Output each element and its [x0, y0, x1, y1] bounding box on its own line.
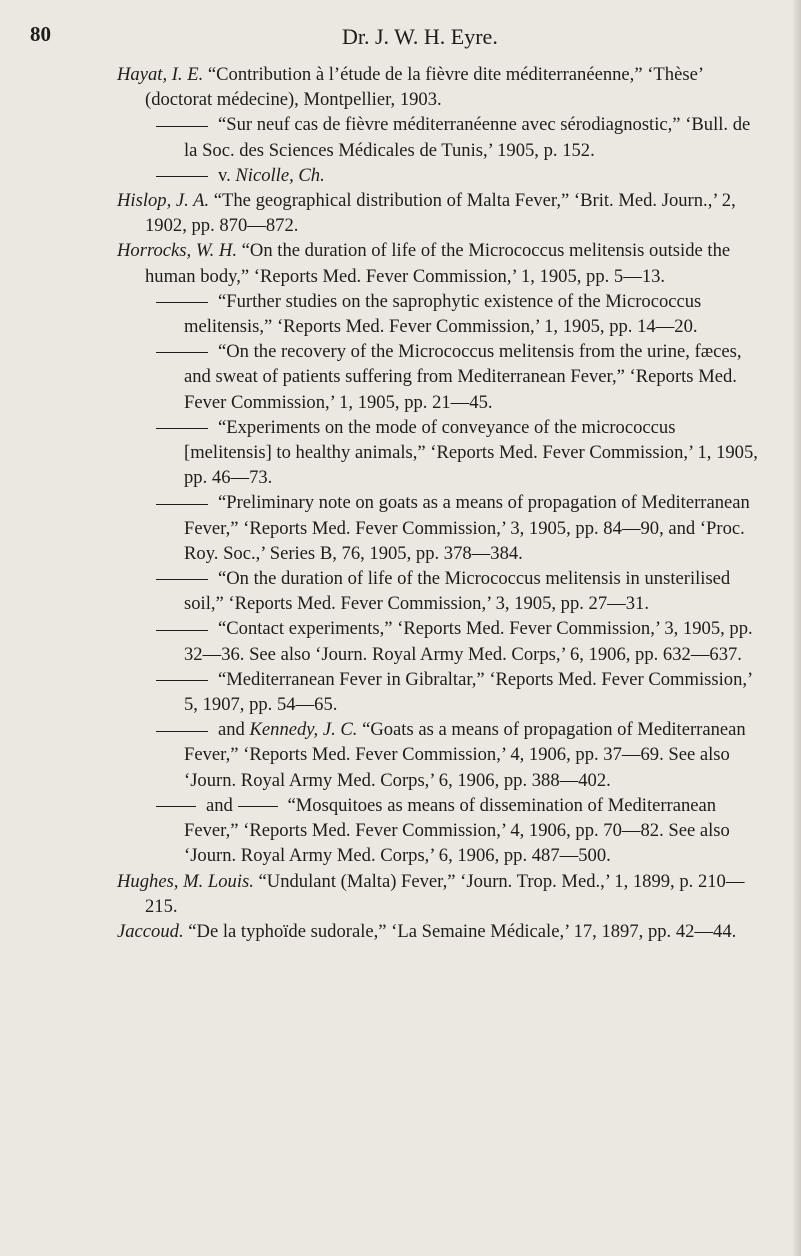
bibliography-entry: “On the recovery of the Micrococcus melitensis from the urine, fæces, and sweat of patients suffering from Mediterranean Fever,” ‘Reports Med. Fever Commission,’ 1, 1905, pp. 21—45. — [117, 339, 767, 415]
ditto-dash — [156, 352, 208, 353]
bibliography-entry: “Contact experiments,” ‘Reports Med. Fever Commission,’ 3, 1905, pp. 32—36. See also ‘Journ. Royal Army Med. Corps,’ 6, 1906, pp. 632—637. — [117, 616, 767, 666]
bibliography-list — [117, 62, 767, 944]
ditto-dash — [156, 630, 208, 631]
page-header — [30, 22, 771, 52]
bibliography-entry: “Further studies on the saprophytic existence of the Micrococcus melitensis,” ‘Reports Med. Fever Commission,’ 1, 1905, pp. 14—20. — [117, 289, 767, 339]
ditto-dash — [156, 504, 208, 505]
page-number: 80 — [30, 22, 51, 46]
bibliography-entry: “Sur neuf cas de fièvre méditerranéenne avec sérodiagnostic,” ‘Bull. de la Soc. des Sciences Médicales de Tunis,’ 1905, p. 152. — [117, 112, 767, 162]
ditto-dash — [156, 126, 208, 127]
bibliography-entry: “Mediterranean Fever in Gibraltar,” ‘Reports Med. Fever Commission,’ 5, 1907, pp. 54—65. — [117, 667, 767, 717]
bibliography-entry: “Preliminary note on goats as a means of propagation of Mediterranean Fever,” ‘Reports Med. Fever Commission,’ 3, 1905, pp. 84—90, and ‘Proc. Roy. Soc.,’ Series B, 76, 1905, pp. 378—384. — [117, 490, 767, 566]
ditto-dash — [156, 731, 208, 732]
ditto-dash — [156, 579, 208, 580]
ditto-dash — [156, 176, 208, 177]
ditto-dash — [156, 680, 208, 681]
bibliography-entry: Hughes, M. Louis. “Undulant (Malta) Fever,” ‘Journ. Trop. Med.,’ 1, 1899, p. 210—215. — [117, 870, 745, 917]
running-head: Dr. J. W. H. Eyre. — [342, 24, 498, 49]
bibliography-entry: Hislop, J. A. “The geographical distribution of Malta Fever,” ‘Brit. Med. Journ.,’ 2, 1902, pp. 870—872. — [117, 190, 736, 237]
bibliography-entry: “Experiments on the mode of conveyance of the micrococcus [melitensis] to healthy animals,” ‘Reports Med. Fever Commission,’ 1, 1905, pp. 46—73. — [117, 415, 767, 491]
bibliography-entry: Hayat, I. E. “Contribution à l’étude de la fièvre dite méditerranéenne,” ‘Thèse’ (doctorat médecine), Montpellier, 1903. — [117, 64, 703, 111]
bibliography-entry: and “Mosquitoes as means of dissemination of Mediterranean Fever,” ‘Reports Med. Fever Commission,’ 4, 1906, pp. 70—82. See also ‘Journ. Royal Army Med. Corps,’ 6, 1906, pp. 487—500. — [117, 793, 767, 869]
page-edge — [793, 0, 801, 1256]
bibliography-entry: Horrocks, W. H. “On the duration of life of the Micrococcus melitensis outside the human body,” ‘Reports Med. Fever Commission,’ 1, 1905, pp. 5—13. — [117, 240, 731, 287]
ditto-dash — [156, 806, 196, 807]
bibliography-entry: Jaccoud. “De la typhoïde sudorale,” ‘La Semaine Médicale,’ 17, 1897, pp. 42—44. — [117, 920, 737, 942]
ditto-dash — [156, 428, 208, 429]
ditto-dash — [156, 302, 208, 303]
bibliography-entry: v. Nicolle, Ch. — [117, 163, 767, 188]
bibliography-entry: “On the duration of life of the Micrococcus melitensis in unsterilised soil,” ‘Reports Med. Fever Commission,’ 3, 1905, pp. 27—31. — [117, 566, 767, 616]
bibliography-entry: and Kennedy, J. C. “Goats as a means of propagation of Mediterranean Fever,” ‘Reports Med. Fever Commission,’ 4, 1906, pp. 37—69. See also ‘Journ. Royal Army Med. Corps,’ 6, 1906, pp. 388—402. — [117, 717, 767, 793]
ditto-dash — [238, 806, 278, 807]
